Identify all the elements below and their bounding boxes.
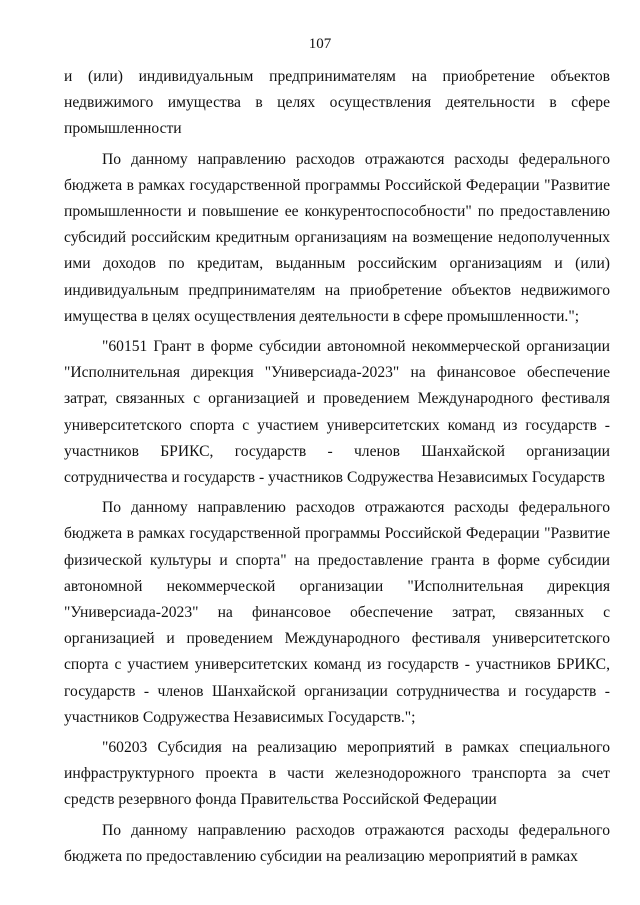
paragraph-continuation: и (или) индивидуальным предпринимателям на приобретение объектов недвижимого имущества в целях осуществления деятельности в сфере промышленности: [64, 68, 610, 138]
paragraph-description: По данному направлению расходов отражаются расходы федерального бюджета по предоставлению субсидии на реализацию мероприятий в рамках: [64, 821, 610, 865]
document-body: [64, 64, 610, 874]
paragraph-code-60203: "60203 Субсидия на реализацию мероприятий в рамках специального инфраструктурного проекта в части железнодорожного транспорта за счет средств резервного фонда Правительства Российской Федерации: [64, 739, 610, 809]
paragraph-description: По данному направлению расходов отражаются расходы федерального бюджета в рамках государственной программы Российской Федерации "Развитие физической культуры и спорта" на предоставление гранта в форме субсидии автономной некоммерческой организации "Исполнительная дирекция "Универсиада-2023" на финансовое обеспечение затрат, связанных с организацией и проведением Международного фестиваля университетского спорта с участием университетских команд из государств - участников БРИКС, государств - членов Шанхайской организации сотрудничества и государств - участников Содружества Независимых Государств.";: [64, 499, 610, 726]
paragraph-code-60151: "60151 Грант в форме субсидии автономной некоммерческой организации "Исполнительная дирекция "Универсиада-2023" на финансовое обеспечение затрат, связанных с организацией и проведением Международного фестиваля университетского спорта с участием университетских команд из государств - участников БРИКС, государств - членов Шанхайской организации сотрудничества и государств - участников Содружества Независимых Государств: [64, 338, 610, 487]
paragraph-description: По данному направлению расходов отражаются расходы федерального бюджета в рамках государственной программы Российской Федерации "Развитие промышленности и повышение ее конкурентоспособности" по предоставлению субсидий российским кредитным организациям на возмещение недополученных ими доходов по кредитам, выданным российским организациям и (или) индивидуальным предпринимателям на приобретение объектов недвижимого имущества в целях осуществления деятельности в сфере промышленности.";: [64, 150, 610, 325]
page-number: 107: [308, 36, 332, 52]
